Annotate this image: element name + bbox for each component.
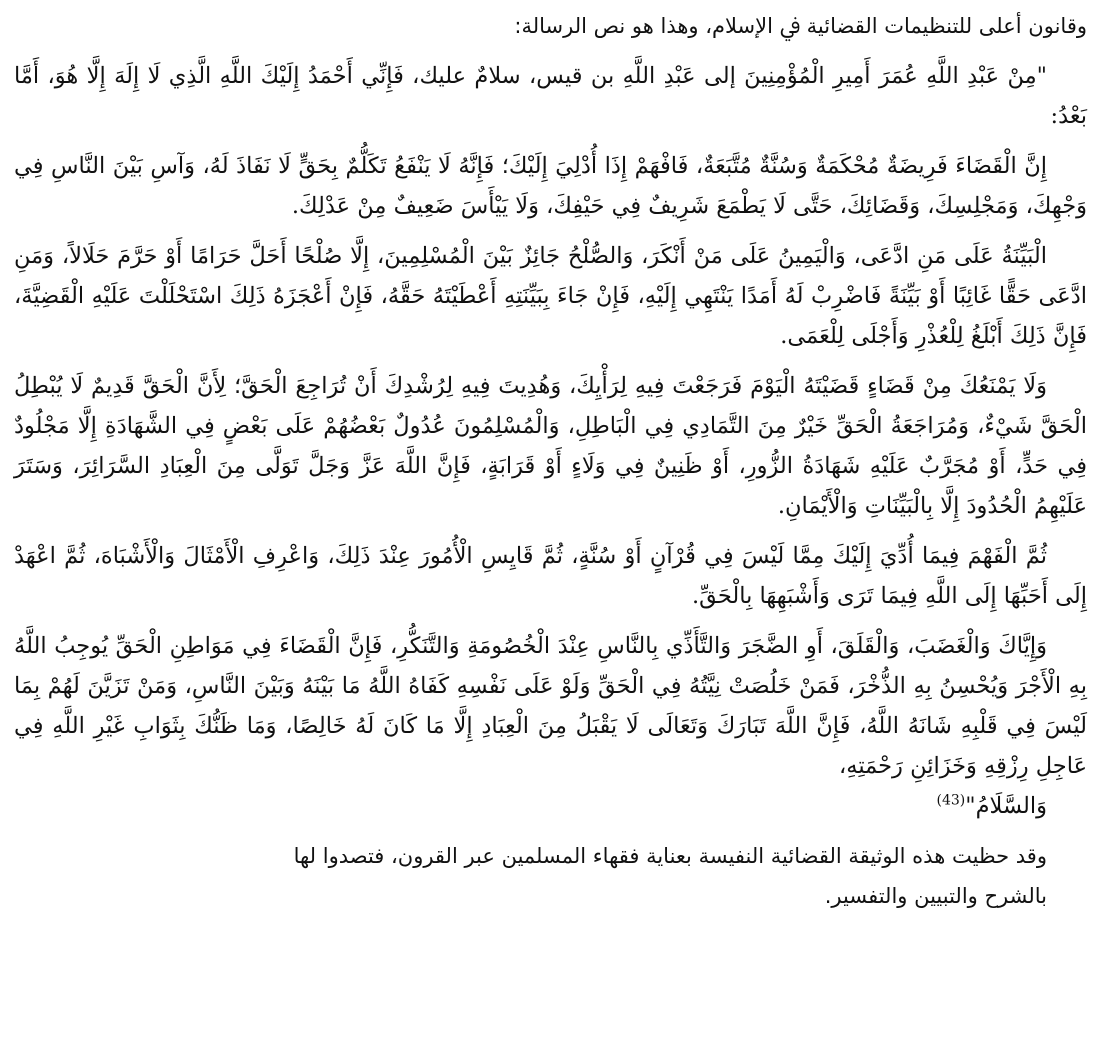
letter-closing-text: وَالسَّلَامُ"	[965, 793, 1047, 819]
letter-closing	[14, 786, 1087, 826]
letter-paragraph-2	[14, 236, 1087, 356]
letter-paragraph-5-text: وَإِيَّاكَ وَالْغَضَبَ، وَالْقَلَقَ، أَوِ الضَّجَرَ وَالتَّأَذِّي بِالنَّاسِ عِنْدَ الْخُصُومَةِ وَالتَّنَكُّرِ، فَإِنَّ الْقَضَاءَ فِي مَوَاطِنِ الْحَقِّ يُوجِبُ اللَّهُ بِهِ الْأَجْرَ وَيُحْسِنُ بِهِ الذُّخْرَ، فَمَنْ خَلُصَتْ نِيَّتُهُ فِي الْحَقِّ وَلَوْ عَلَى نَفْسِهِ كَفَاهُ اللَّهُ مَا بَيْنَهُ وَبَيْنَ النَّاسِ، وَمَنْ تَزَيَّنَ لَهُمْ بِمَا لَيْسَ فِي قَلْبِهِ شَانَهُ اللَّهُ، فَإِنَّ اللَّهَ تَبَارَكَ وَتَعَالَى لَا يَقْبَلُ مِنَ الْعِبَادِ إِلَّا مَا كَانَ لَهُ خَالِصًا، وَمَا ظَنُّكَ بِثَوَابِ غَيْرِ اللَّهِ فِي عَاجِلِ رِزْقِهِ وَخَزَائِنِ رَحْمَتِهِ،	[14, 633, 1087, 779]
letter-opening	[14, 56, 1087, 136]
letter-paragraph-3-text: وَلَا يَمْنَعُكَ مِنْ قَضَاءٍ قَضَيْتَهُ الْيَوْمَ فَرَجَعْتَ فِيهِ لِرَأْيِكَ، وَهُدِيتَ فِيهِ لِرُشْدِكَ أَنْ تُرَاجِعَ الْحَقَّ؛ لِأَنَّ الْحَقَّ قَدِيمٌ لَا يُبْطِلُ الْحَقَّ شَيْءٌ، وَمُرَاجَعَةُ الْحَقِّ خَيْرٌ مِنَ التَّمَادِي فِي الْبَاطِلِ، وَالْمُسْلِمُونَ عُدُولٌ بَعْضُهُمْ عَلَى بَعْضٍ فِي الشَّهَادَةِ إِلَّا مَجْلُودٌ فِي حَدٍّ، أَوْ مُجَرَّبٌ عَلَيْهِ شَهَادَةُ الزُّورِ، أَوْ ظَنِينٌ فِي وَلَاءٍ أَوْ قَرَابَةٍ، فَإِنَّ اللَّهَ عَزَّ وَجَلَّ تَوَلَّى مِنَ الْعِبَادِ السَّرَائِرَ، وَسَتَرَ عَلَيْهِمُ الْحُدُودَ إِلَّا بِالْبَيِّنَاتِ وَالْأَيْمَانِ.	[14, 373, 1087, 519]
intro-text: وقانون أعلى للتنظيمات القضائية ﰲ الإسلام، وهذا هو نص الرسالة:	[514, 14, 1087, 38]
letter-paragraph-5	[14, 626, 1087, 826]
letter-paragraph-3	[14, 366, 1087, 526]
letter-paragraph-4	[14, 536, 1087, 616]
commentary-paragraph	[14, 836, 1087, 916]
intro-line	[14, 6, 1087, 46]
commentary-line-1: وقد حظيت هذه الوثيقة القضائية النفيسة بعناية فقهاء المسلمين عبر القرون، فتصدوا لها	[293, 844, 1047, 868]
footnote-reference: (43)	[936, 792, 966, 809]
letter-paragraph-1-text: إِنَّ الْقَضَاءَ فَرِيضَةٌ مُحْكَمَةٌ وَسُنَّةٌ مُتَّبَعَةٌ، فَافْهَمْ إِذَا أُدْلِيَ إِلَيْكَ؛ فَإِنَّهُ لَا يَنْفَعُ تَكَلُّمٌ بِحَقٍّ لَا نَفَاذَ لَهُ، وَآسِ بَيْنَ النَّاسِ فِي وَجْهِكَ، وَمَجْلِسِكَ، وَقَضَائِكَ، حَتَّى لَا يَطْمَعَ شَرِيفٌ فِي حَيْفِكَ، وَلَا يَيْأَسَ ضَعِيفٌ مِنْ عَدْلِكَ.	[14, 153, 1087, 219]
letter-paragraph-1	[14, 146, 1087, 226]
letter-opening-text: "مِنْ عَبْدِ اللَّهِ عُمَرَ أَمِيرِ الْمُؤْمِنِينَ إلى عَبْدِ اللَّهِ بن قيس، سلامٌ عليك، فَإِنِّي أَحْمَدُ إِلَيْكَ اللَّهِ الَّذِي لَا إِلَهَ إِلَّا هُوَ، أَمَّا بَعْدُ:	[14, 63, 1087, 129]
letter-paragraph-2-text: الْبَيِّنَةُ عَلَى مَنِ ادَّعَى، وَالْيَمِينُ عَلَى مَنْ أَنْكَرَ، وَالصُّلْحُ جَائِزٌ بَيْنَ الْمُسْلِمِينَ، إِلَّا صُلْحًا أَحَلَّ حَرَامًا أَوْ حَرَّمَ حَلَالاً، وَمَنِ ادَّعَى حَقًّا غَائِبًا أَوْ بَيِّنَةً فَاضْرِبْ لَهُ أَمَدًا يَنْتَهِي إِلَيْهِ، فَإِنْ جَاءَ بِبَيِّنَتِهِ أَعْطَيْتَهُ حَقَّهُ، فَإِنْ أَعْجَزَهُ ذَلِكَ اسْتَحْلَلْتَ عَلَيْهِ الْقَضِيَّةَ، فَإِنَّ ذَلِكَ أَبْلَغُ لِلْعُذْرِ وَأَجْلَى لِلْعَمَى.	[14, 243, 1087, 349]
commentary-line-2: بالشرح والتبيين والتفسير.	[824, 884, 1047, 908]
letter-paragraph-4-text: ثُمَّ الْفَهْمَ فِيمَا أُدِّيَ إِلَيْكَ مِمَّا لَيْسَ فِي قُرْآنٍ أَوْ سُنَّةٍ، ثُمَّ قَايِسِ الْأُمُورَ عِنْدَ ذَلِكَ، وَاعْرِفِ الْأَمْثَالَ وَالْأَشْبَاهَ، ثُمَّ اعْهَدْ إِلَى أَحَبِّهَا إِلَى اللَّهِ فِيمَا تَرَى وَأَشْبَهِهَا بِالْحَقِّ.	[14, 543, 1087, 609]
